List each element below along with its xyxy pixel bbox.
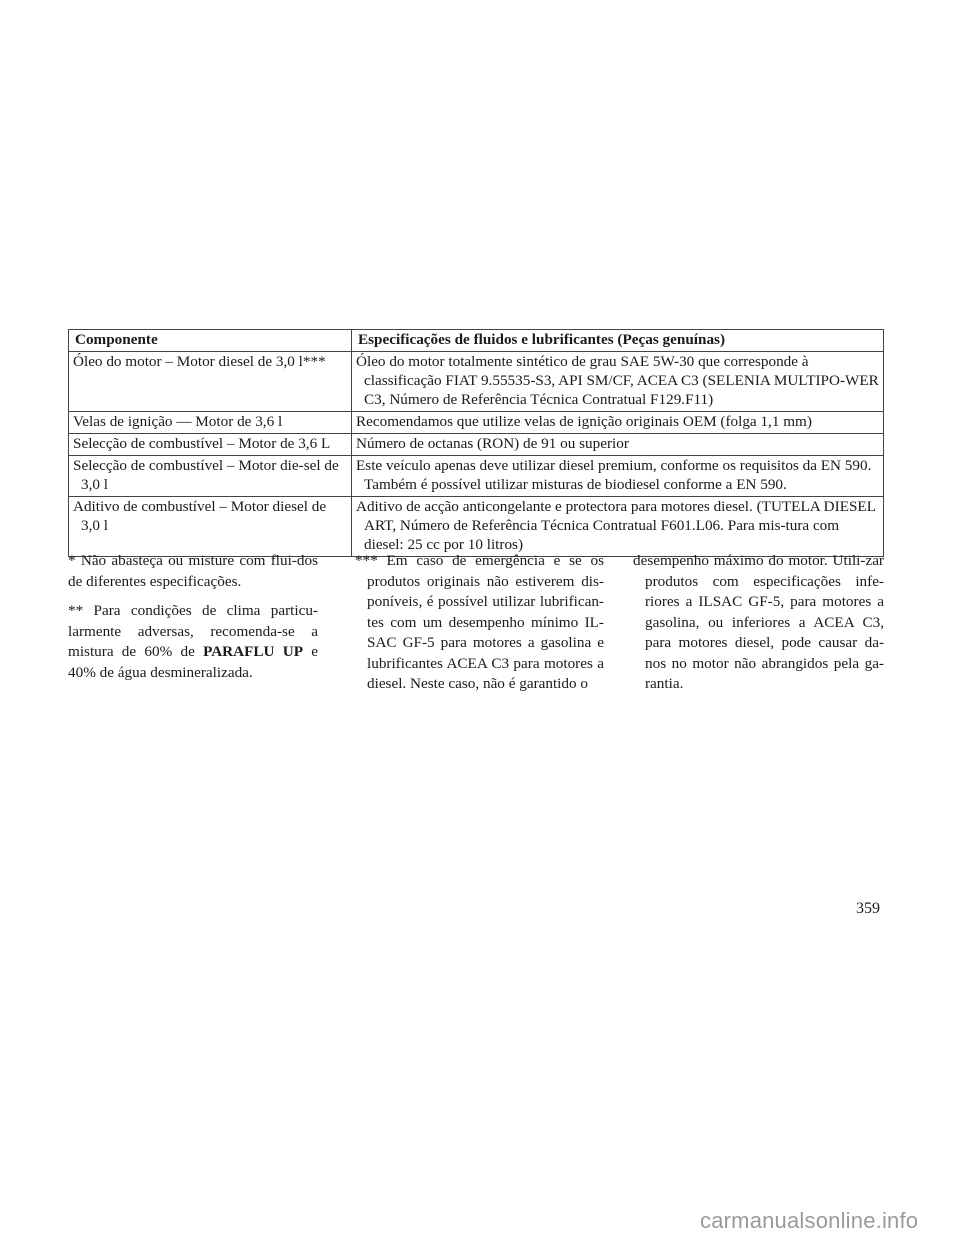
row-component: Selecção de combustível – Motor de 3,6 L [69, 434, 352, 456]
watermark-logo: carmanualsonline.info [700, 1208, 919, 1233]
table-row [69, 456, 884, 497]
product-name: PARAFLU UP [203, 643, 303, 660]
row-spec: Óleo do motor totalmente sintético de grau SAE 5W-30 que corresponde à classificação FIAT 9.55535-S3, API SM/CF, ACEA C3 (SELENIA MULTIPO-WER C3, Número de Referência Técnica Contratual F129.F11) [352, 352, 884, 412]
footnote-single-asterisk: * Não abasteça ou misture com flui-dos de diferentes especificações. [68, 552, 318, 590]
row-component: Óleo do motor – Motor diesel de 3,0 l*** [69, 352, 352, 412]
notes-column-left [68, 551, 318, 692]
row-spec: Recomendamos que utilize velas de ignição originais OEM (folga 1,1 mm) [352, 412, 884, 434]
notes-column-middle [354, 551, 604, 704]
footnote-text: ** Para condições de clima particu-larmente adversas, recomenda-se a mistura de 60% de [68, 602, 318, 660]
table-row [69, 434, 884, 456]
footnote-triple-asterisk-continued: desempenho máximo do motor. Utili-zar produtos com especificações infe-riores a ILSAC GF-5, para motores a gasolina, ou inferiores a ACEA C3, para motores diesel, pode causar da-nos no motor não abrangidos pela ga-rantia. [633, 552, 884, 692]
table-row [69, 497, 884, 557]
row-component: Selecção de combustível – Motor die-sel de 3,0 l [69, 456, 352, 497]
fluid-spec-table [68, 329, 884, 557]
table-row [69, 412, 884, 434]
header-specification: Especificações de fluidos e lubrificantes (Peças genuínas) [352, 330, 884, 352]
footnote-triple-asterisk: *** Em caso de emergência e se os produtos originais não estiverem dis-poníveis, é possível utilizar lubrifican-tes com um desempenho mínimo IL-SAC GF-5 para motores a gasolina e lubrificantes ACEA C3 para motores a diesel. Neste caso, não é garantido o [355, 552, 604, 692]
row-component: Velas de ignição — Motor de 3,6 l [69, 412, 352, 434]
footnote-text: e 40% de água desmineralizada. [68, 643, 318, 681]
row-spec: Número de octanas (RON) de 91 ou superior [352, 434, 884, 456]
notes-column-right [632, 551, 884, 704]
row-component: Aditivo de combustível – Motor diesel de 3,0 l [69, 497, 352, 557]
table-header-row [69, 330, 884, 352]
page-number: 359 [856, 900, 880, 917]
header-component: Componente [69, 330, 352, 352]
row-spec: Este veículo apenas deve utilizar diesel premium, conforme os requisitos da EN 590. Também é possível utilizar misturas de biodiesel conforme a EN 590. [352, 456, 884, 497]
row-spec: Aditivo de acção anticongelante e protectora para motores diesel. (TUTELA DIESEL ART, Número de Referência Técnica Contratual F601.L06. Para mis-tura com diesel: 25 cc por 10 litros) [352, 497, 884, 557]
table-row [69, 352, 884, 412]
footnote-double-asterisk [68, 601, 318, 683]
